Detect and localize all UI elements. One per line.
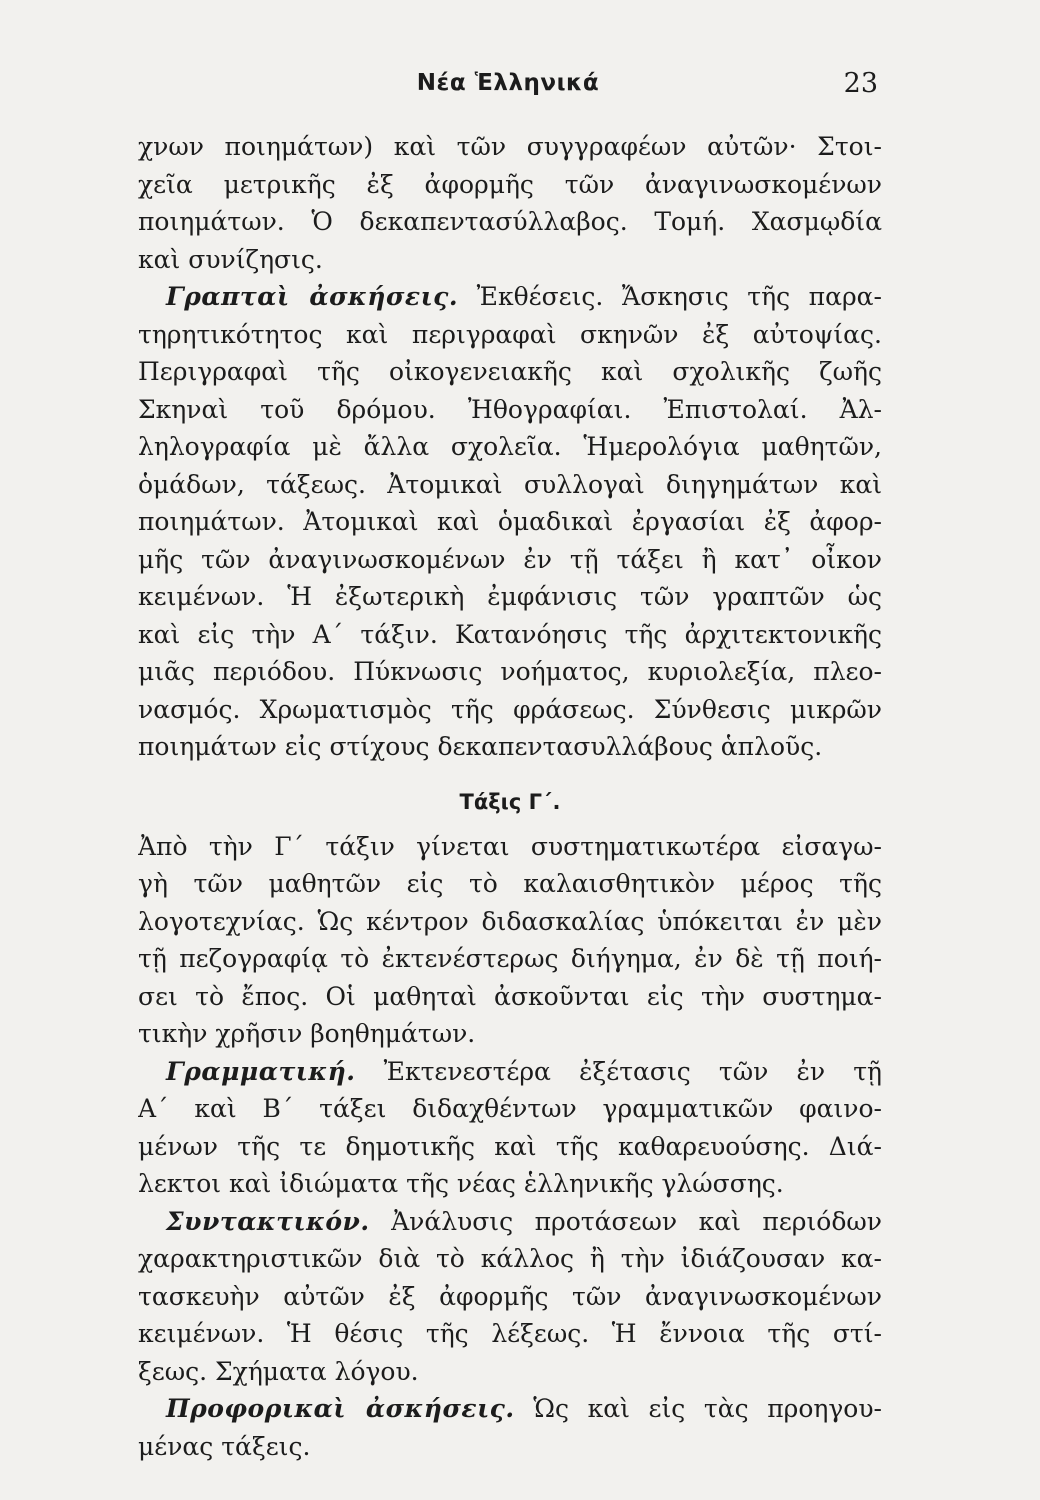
text-run: Ἐκθέσεις. Ἄσκησις τῆς παρα- <box>476 282 882 311</box>
text-line: ὁμάδων, τάξεως. Ἀτομικαὶ συλλογαὶ διηγημάτων καὶ <box>138 469 882 499</box>
text-line <box>138 1203 882 1241</box>
text-line: Περιγραφαὶ τῆς οἰκογενειακῆς καὶ σχολικῆς ζωῆς <box>138 357 882 386</box>
page-body <box>138 128 882 1465</box>
text-line <box>138 1053 882 1091</box>
text-line: ξεως. Σχήματα λόγου. <box>138 1356 419 1386</box>
text-line: Ἀπὸ τὴν Γ´ τάξιν γίνεται συστηματικωτέρα εἰσαγω- <box>138 831 882 861</box>
text-line: τασκευὴν αὐτῶν ἐξ ἀφορμῆς τῶν ἀναγινωσκομένων <box>138 1281 882 1311</box>
page-header <box>138 64 878 104</box>
text-line: χνων ποιημάτων) καὶ τῶν συγγραφέων αὐτῶν· Στοι- <box>138 132 882 161</box>
text-line: καὶ εἰς τὴν Α´ τάξιν. Κατανόησις τῆς ἀρχιτεκτονικῆς <box>138 619 882 649</box>
text-line: ποιημάτων. Ἀτομικαὶ καὶ ὁμαδικαὶ ἐργασίαι ἐξ ἀφορ- <box>138 507 882 536</box>
run-in-heading: Συντακτικόν. <box>166 1206 370 1236</box>
paragraph-continuation <box>138 128 882 278</box>
text-line: χεῖα μετρικῆς ἐξ ἀφορμῆς τῶν ἀναγινωσκομένων <box>138 169 882 199</box>
text-line: λεκτοι καὶ ἰδιώματα τῆς νέας ἑλληνικῆς γλώσσης. <box>138 1169 784 1198</box>
paragraph-syntax <box>138 1203 882 1391</box>
text-line: κειμένων. Ἡ θέσις τῆς λέξεως. Ἡ ἔννοια τῆς στί- <box>138 1319 882 1348</box>
text-line: χαρακτηριστικῶν διὰ τὸ κάλλος ἢ τὴν ἰδιάζουσαν κα- <box>138 1244 882 1273</box>
paragraph-oral-exercises <box>138 1390 882 1465</box>
run-in-heading: Γραμματική. <box>166 1056 356 1086</box>
text-line: τικὴν χρῆσιν βοηθημάτων. <box>138 1019 476 1048</box>
text-line: κειμένων. Ἡ ἐξωτερικὴ ἐμφάνισις τῶν γραπτῶν ὡς <box>138 582 882 611</box>
text-line: τῇ πεζογραφίᾳ τὸ ἐκτενέστερως διήγημα, ἐν δὲ τῇ ποιή- <box>138 944 882 973</box>
text-line <box>138 278 882 316</box>
text-line: Σκηναὶ τοῦ δρόμου. Ἠθογραφίαι. Ἐπιστολαί. Ἀλ- <box>138 394 882 424</box>
text-line: μῆς τῶν ἀναγινωσκομένων ἐν τῇ τάξει ἢ κατ᾿ οἶκον <box>138 544 882 574</box>
text-run: Ὡς καὶ εἰς τὰς προηγου- <box>533 1394 882 1423</box>
section-heading: Τάξις Γ´. <box>459 789 561 814</box>
text-line: ληλογραφία μὲ ἄλλα σχολεῖα. Ἡμερολόγια μαθητῶν, <box>138 432 882 461</box>
text-run: Ἐκτενεστέρα ἐξέτασις τῶν ἐν τῇ <box>383 1056 882 1086</box>
text-line: μιᾶς περιόδου. Πύκνωσις νοήματος, κυριολεξία, πλεο- <box>138 657 882 686</box>
text-line: Α´ καὶ Β´ τάξει διδαχθέντων γραμματικῶν φαινο- <box>138 1094 882 1123</box>
text-line: ποιημάτων εἰς στίχους δεκαπεντασυλλάβους ἁπλοῦς. <box>138 732 823 761</box>
text-line: λογοτεχνίας. Ὡς κέντρον διδασκαλίας ὑπόκειται ἐν μὲν <box>138 906 882 936</box>
text-line: νασμός. Χρωματισμὸς τῆς φράσεως. Σύνθεσις μικρῶν <box>138 694 882 724</box>
text-line: μένων τῆς τε δημοτικῆς καὶ τῆς καθαρευούσης. Διά- <box>138 1131 882 1161</box>
text-line: μένας τάξεις. <box>138 1431 311 1461</box>
text-line: σει τὸ ἔπος. Οἱ μαθηταὶ ἀσκοῦνται εἰς τὴν συστημα- <box>138 981 882 1011</box>
run-in-heading: Γραπταὶ ἀσκήσεις. <box>166 282 459 311</box>
running-title: Νέα Ἑλληνικά <box>416 70 600 96</box>
text-run: Ἀνάλυσις προτάσεων καὶ περιόδων <box>391 1206 882 1236</box>
paragraph-grammar <box>138 1053 882 1203</box>
run-in-heading: Προφορικαὶ ἀσκήσεις. <box>166 1394 515 1423</box>
page-number: 23 <box>843 68 878 99</box>
text-line <box>138 1390 882 1428</box>
text-line: καὶ συνίζησις. <box>138 244 323 274</box>
paragraph-section-intro <box>138 828 882 1053</box>
paragraph-written-exercises <box>138 278 882 766</box>
text-line: τηρητικότητος καὶ περιγραφαὶ σκηνῶν ἐξ αὐτοψίας. <box>138 319 882 349</box>
text-line: γὴ τῶν μαθητῶν εἰς τὸ καλαισθητικὸν μέρος τῆς <box>138 869 882 898</box>
text-line: ποιημάτων. Ὁ δεκαπεντασύλλαβος. Τομή. Χασμῳδία <box>138 207 882 236</box>
